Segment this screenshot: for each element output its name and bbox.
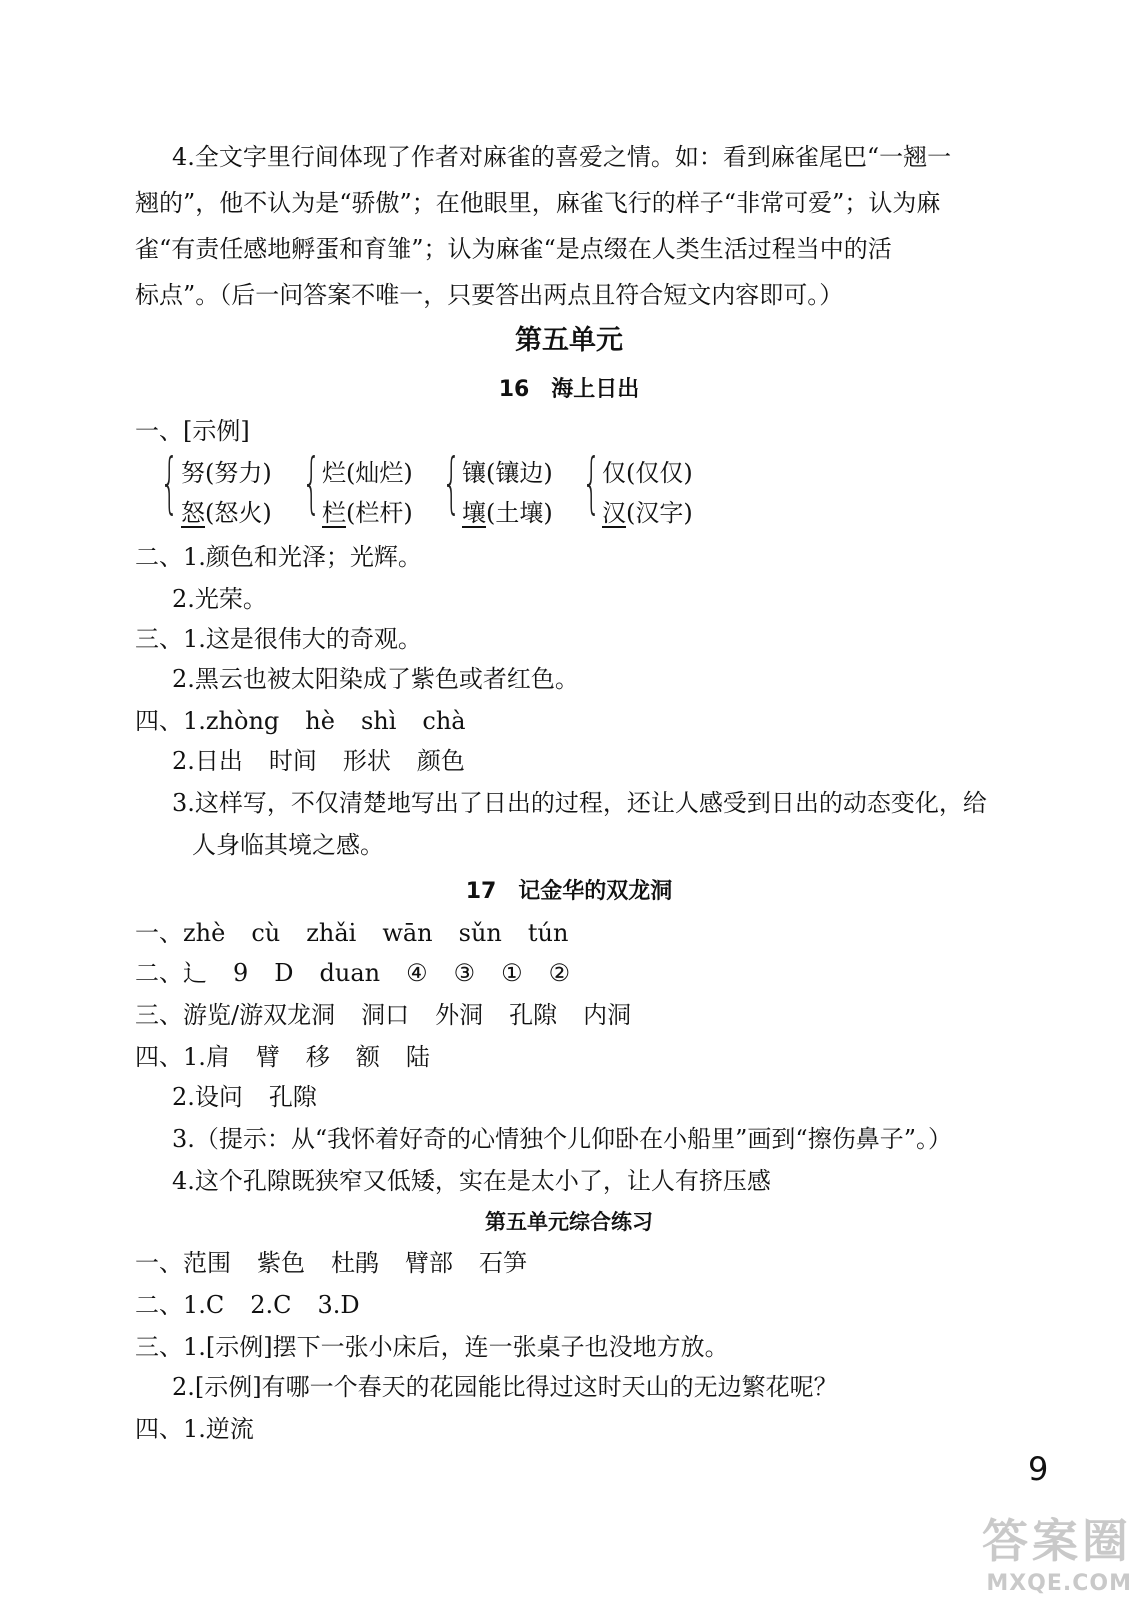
lesson-17-q4-2: 2.设问 孔隙 (172, 1083, 317, 1111)
group-1-bottom: 怒(怒火) (181, 499, 272, 527)
review-q3-2: 2.[示例]有哪一个春天的花园能比得过这时天山的无边繁花呢？ (172, 1373, 838, 1401)
lesson-16-q3-1: 三、1.这是很伟大的奇观。 (135, 625, 422, 653)
answer-4-line-1: 4.全文字里行间体现了作者对麻雀的喜爱之情。如：看到麻雀尾巴“一翘一 (172, 143, 952, 171)
lesson-17-q3: 三、游览/游双龙洞 洞口 外洞 孔隙 内洞 (135, 1001, 632, 1029)
lesson-16-q2-2: 2.光荣。 (172, 585, 267, 613)
lesson-16-title: 16 海上日出 (498, 377, 640, 402)
answer-4-line-3: 雀“有责任感地孵蛋和育雏”；认为麻雀“是点缀在人类生活过程当中的活 (135, 235, 892, 263)
unit-title: 第五单元 (515, 325, 623, 356)
brace-icon: { (582, 444, 601, 521)
review-q4-1: 四、1.逆流 (135, 1415, 254, 1443)
page-number: 9 (1028, 1450, 1049, 1488)
group-3-top: 镶(镶边) (462, 459, 553, 487)
review-title: 第五单元综合练习 (485, 1210, 653, 1234)
lesson-17-q4-1: 四、1.肩 臂 移 额 陆 (135, 1043, 430, 1071)
group-4-top: 仅(仅仅) (602, 459, 693, 487)
watermark-logo: 答案圈 (982, 1514, 1132, 1568)
review-q2: 二、1.C 2.C 3.D (135, 1291, 360, 1319)
group-1-top: 努(努力) (181, 459, 272, 487)
watermark-url: MXQE.COM (986, 1571, 1132, 1596)
lesson-16-q4-3-line-1: 3.这样写，不仅清楚地写出了日出的过程，还让人感受到日出的动态变化，给 (172, 789, 987, 817)
lesson-17-q2: 二、辶 9 D duan ④ ③ ① ② (135, 959, 571, 987)
watermark (982, 1505, 1132, 1596)
answer-4-line-4: 标点”。（后一问答案不唯一，只要答出两点且符合短文内容即可。） (135, 281, 844, 309)
group-2-top: 烂(灿烂) (322, 459, 413, 487)
lesson-16-q3-2: 2.黑云也被太阳染成了紫色或者红色。 (172, 665, 579, 693)
brace-icon: { (302, 444, 321, 521)
group-2-bottom: 栏(栏杆) (322, 499, 413, 527)
lesson-16-q4-1: 四、1.zhòng hè shì chà (135, 707, 466, 735)
group-4-bottom: 汉(汉字) (602, 499, 693, 527)
brace-icon: { (442, 444, 461, 521)
lesson-16-q2-1: 二、1.颜色和光泽；光辉。 (135, 543, 422, 571)
brace-icon: { (160, 444, 179, 521)
lesson-17-title: 17 记金华的双龙洞 (465, 879, 673, 904)
lesson-17-q4-3: 3.（提示：从“我怀着好奇的心情独个儿仰卧在小船里”画到“擦伤鼻子”。） (172, 1125, 952, 1153)
review-q3-1: 三、1.[示例]摆下一张小床后，连一张桌子也没地方放。 (135, 1333, 729, 1361)
group-3-bottom: 壤(土壤) (462, 499, 553, 527)
lesson-16-q4-3-line-2: 人身临其境之感。 (192, 831, 384, 859)
review-q1: 一、范围 紫色 杜鹃 臂部 石笋 (135, 1249, 527, 1277)
lesson-17-q4-4: 4.这个孔隙既狭窄又低矮，实在是太小了，让人有挤压感 (172, 1167, 771, 1195)
lesson-17-q1: 一、zhè cù zhǎi wān sǔn tún (135, 919, 569, 947)
answer-4-line-2: 翘的”，他不认为是“骄傲”；在他眼里，麻雀飞行的样子“非常可爱”；认为麻 (135, 189, 941, 217)
lesson-16-q1-label: 一、[示例] (135, 417, 250, 445)
lesson-16-q4-2: 2.日出 时间 形状 颜色 (172, 747, 465, 775)
